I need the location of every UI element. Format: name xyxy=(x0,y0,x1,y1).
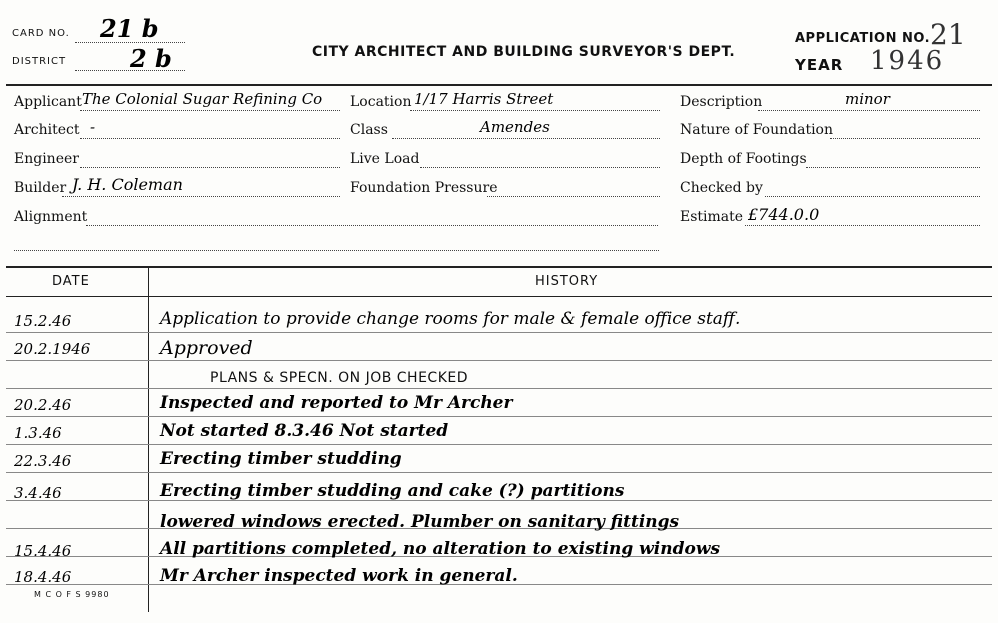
history-date: 22.3.46 xyxy=(14,452,72,470)
history-date: 15.2.46 xyxy=(14,312,72,330)
history-text: Inspected and reported to Mr Archer xyxy=(160,393,513,413)
engineer-label: Engineer xyxy=(14,151,79,167)
history-text: lowered windows erected. Plumber on sanitary fittings xyxy=(160,512,680,532)
builder-value: J. H. Coleman xyxy=(72,175,183,194)
alignment-label: Alignment xyxy=(14,209,88,225)
applicant-label: Applicant xyxy=(14,94,82,110)
year-value: 1946 xyxy=(870,46,945,76)
location-value: 1/17 Harris Street xyxy=(414,90,554,108)
history-text: Approved xyxy=(160,337,253,359)
history-text: Not started 8.3.46 Not started xyxy=(160,421,449,441)
history-text: Application to provide change rooms for male & female office staff. xyxy=(160,309,741,329)
builder-label: Builder xyxy=(14,180,67,196)
foundation-pressure-label: Foundation Pressure xyxy=(350,180,498,196)
district-label: DISTRICT xyxy=(12,56,67,67)
plans-checked-stamp: PLANS & SPECN. ON JOB CHECKED xyxy=(210,370,469,386)
history-text: All partitions completed, no alteration to existing windows xyxy=(160,539,721,559)
year-label: YEAR xyxy=(795,56,844,74)
architect-label: Architect xyxy=(14,122,80,138)
history-date: 3.4.46 xyxy=(14,484,62,502)
depth-of-footings-label: Depth of Footings xyxy=(680,151,807,167)
history-date: 20.2.46 xyxy=(14,396,72,414)
history-date: 15.4.46 xyxy=(14,542,72,560)
card-no-value: 21 b xyxy=(100,14,159,43)
estimate-label: Estimate xyxy=(680,209,744,225)
date-header: DATE xyxy=(52,274,90,289)
class-value: Amendes xyxy=(480,118,550,136)
nature-of-foundation-label: Nature of Foundation xyxy=(680,122,833,138)
live-load-label: Live Load xyxy=(350,151,420,167)
history-header: HISTORY xyxy=(535,274,599,289)
history-date: 18.4.46 xyxy=(14,568,72,586)
estimate-value: £744.0.0 xyxy=(748,205,820,224)
architect-value: - xyxy=(90,118,96,136)
location-label: Location xyxy=(350,94,412,110)
history-date: 1.3.46 xyxy=(14,424,62,442)
application-no-value: 21 xyxy=(930,18,966,51)
class-label: Class xyxy=(350,122,388,138)
description-label: Description xyxy=(680,94,763,110)
history-text: Mr Archer inspected work in general. xyxy=(160,566,518,586)
dept-title: CITY ARCHITECT AND BUILDING SURVEYOR'S DEPT. xyxy=(312,44,736,60)
applicant-value: The Colonial Sugar Refining Co xyxy=(82,90,323,108)
history-date: 20.2.1946 xyxy=(14,340,91,358)
history-text: Erecting timber studding and cake (?) partitions xyxy=(160,481,625,501)
district-value: 2 b xyxy=(130,44,172,73)
form-code: M C O F S 9980 xyxy=(34,590,110,599)
history-text: Erecting timber studding xyxy=(160,449,402,469)
application-no-label: APPLICATION NO. xyxy=(795,31,931,46)
checked-by-label: Checked by xyxy=(680,180,763,196)
card-no-label: CARD NO. xyxy=(12,28,70,39)
description-value: minor xyxy=(845,90,890,108)
